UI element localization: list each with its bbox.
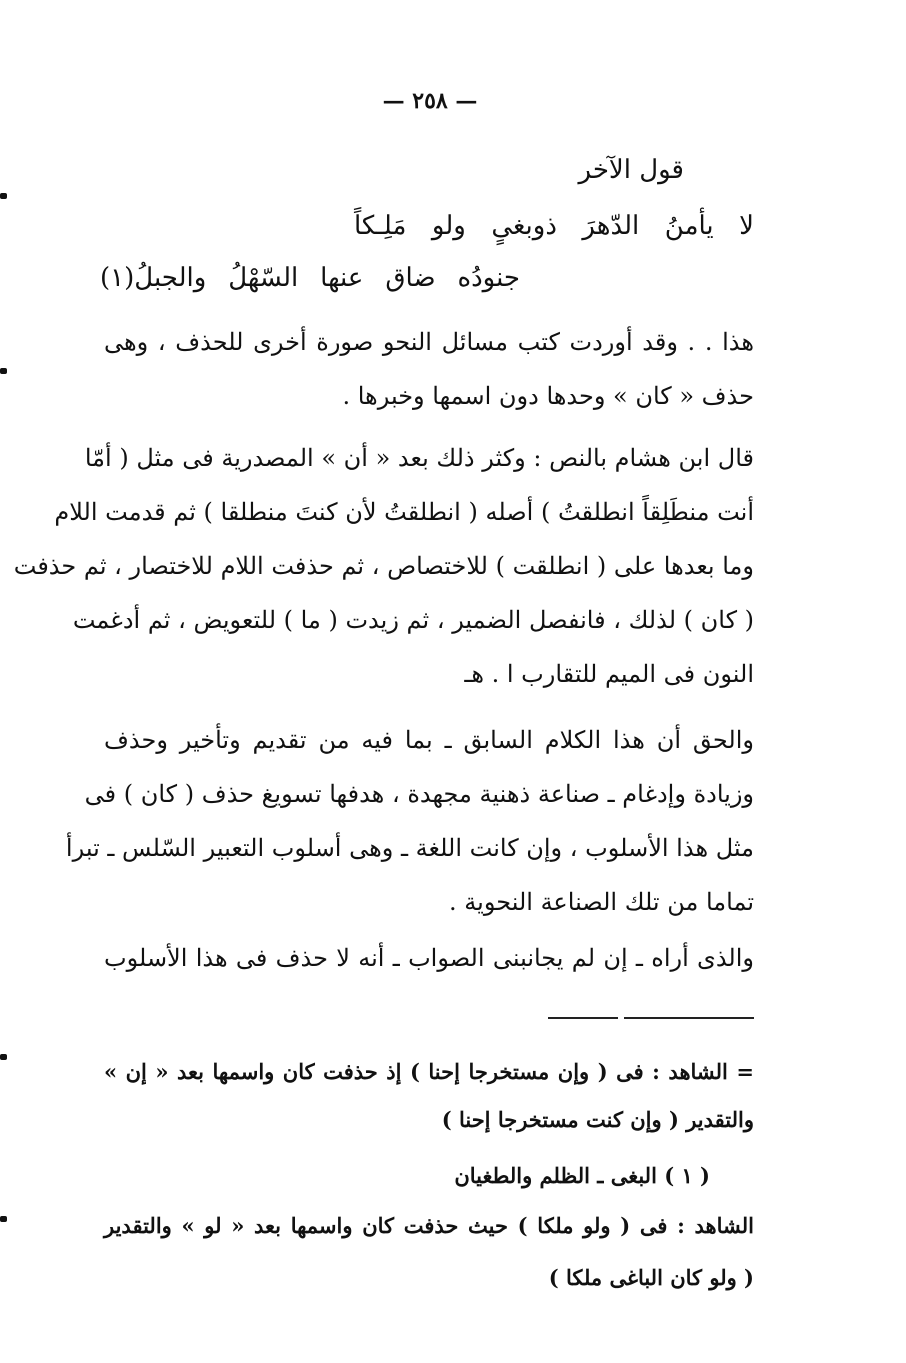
footnote-line: والتقدير ( وإن كنت مستخرجا إحنا ) bbox=[441, 1107, 754, 1132]
footnote-line: ( ولو كان الباغى ملكا ) bbox=[548, 1265, 754, 1290]
footnote-separator bbox=[548, 1017, 754, 1019]
footnote-line: = الشاهد : فى ( وإن مستخرجا إحنا ) إذ حذفت كان واسمها بعد « إن » bbox=[104, 1059, 754, 1084]
paragraph-line: وزيادة وإدغام ـ صناعة ذهنية مجهدة ، هدفها تسويغ حذف ( كان ) فى bbox=[84, 780, 754, 808]
paragraph-line: والحق أن هذا الكلام السابق ـ بما فيه من تقديم وتأخير وحذف bbox=[104, 726, 754, 754]
paragraph-line: مثل هذا الأسلوب ، وإن كانت اللغة ـ وهى أسلوب التعبير السّلس ـ تبرأ bbox=[65, 834, 754, 862]
scan-edge-mark bbox=[0, 1054, 7, 1060]
verse-line-2: جنودُه ضاق عنها السّهْلُ والجبلُ(١) bbox=[100, 263, 520, 293]
verse-line-1: لا يأمنُ الدّهرَ ذوبغىٍ ولو مَلِـكاً bbox=[354, 211, 754, 241]
paragraph-line: حذف « كان » وحدها دون اسمها وخبرها . bbox=[342, 382, 754, 410]
scan-edge-mark bbox=[0, 1216, 7, 1222]
paragraph-line: وما بعدها على ( انطلقت ) للاختصاص ، ثم حذفت اللام للاختصار ، ثم حذفت bbox=[13, 552, 754, 580]
paragraph-line: تماما من تلك الصناعة النحوية . bbox=[449, 888, 754, 916]
page-number: — ٢٥٨ — bbox=[382, 88, 478, 114]
footnote-line: الشاهد : فى ( ولو ملكا ) حيث حذفت كان واسمها بعد « لو » والتقدير bbox=[104, 1213, 754, 1238]
paragraph-line: والذى أراه ـ إن لم يجانبنى الصواب ـ أنه لا حذف فى هذا الأسلوب bbox=[104, 944, 754, 972]
paragraph-line: قال ابن هشام بالنص : وكثر ذلك بعد « أن » المصدرية فى مثل ( أمّا bbox=[84, 444, 754, 472]
scan-edge-mark bbox=[0, 368, 7, 374]
paragraph-line: ( كان ) لذلك ، فانفصل الضمير ، ثم زيدت ( ما ) للتعويض ، ثم أدغمت bbox=[72, 606, 754, 634]
paragraph-line: أنت منطَلِقاً انطلقتُ ) أصله ( انطلقتُ لأن كنتَ منطلقا ) ثم قدمت اللام bbox=[54, 498, 754, 526]
footnote-1: ( ١ ) البغى ـ الظلم والطغيان bbox=[454, 1163, 710, 1188]
scan-edge-mark bbox=[0, 193, 7, 199]
paragraph-line: النون فى الميم للتقارب ا . هـ bbox=[464, 660, 754, 688]
verse-intro: قول الآخر bbox=[578, 155, 684, 185]
paragraph-line: هذا . . وقد أوردت كتب مسائل النحو صورة أخرى للحذف ، وهى bbox=[104, 328, 754, 356]
